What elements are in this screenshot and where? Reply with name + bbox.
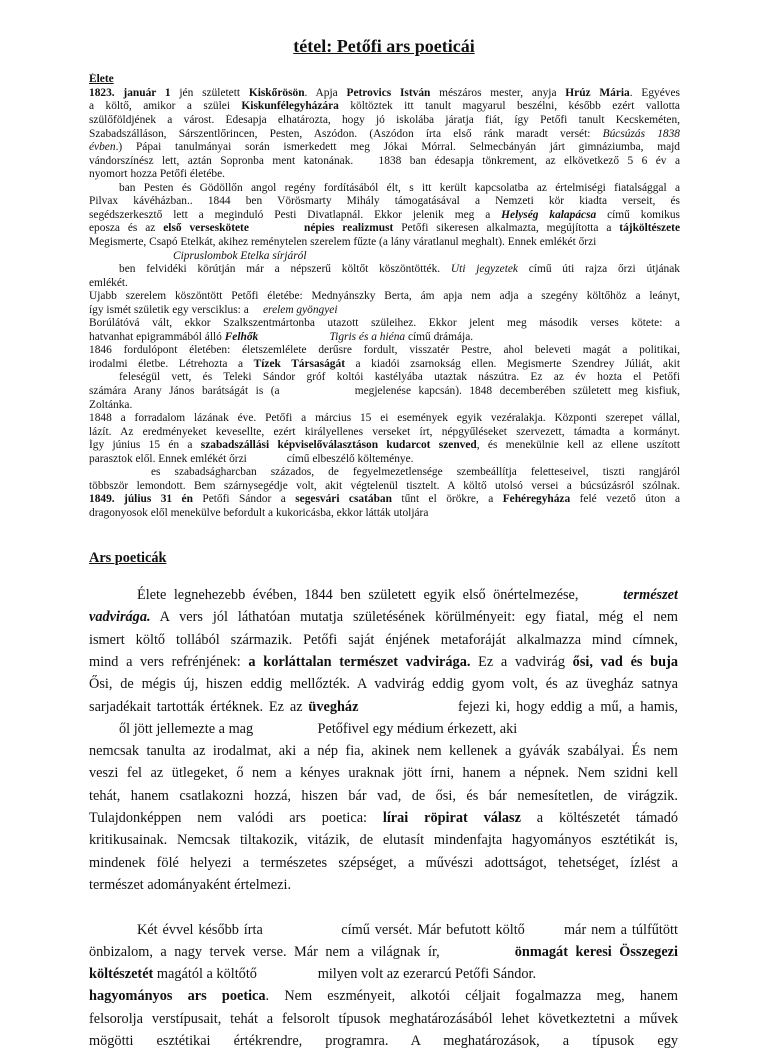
elete-text-run: a kiadói zsarnokság ellen. Megismerte Szendrey Júliát, akit <box>345 357 680 370</box>
ars-line <box>89 1009 678 1030</box>
elete-line <box>119 371 680 385</box>
ars-text-run: vadvirága. <box>89 609 151 626</box>
elete-text-run: parasztok elől. Ennek emlékét őrzi című elbeszélő költeménye. <box>89 452 414 465</box>
ars-line <box>89 674 678 695</box>
ars-text-run: nemcsak tanulta az irodalmat, aki a nép fia, akinek nem kellenek a gyávák szabályai. És nem <box>89 743 678 760</box>
ars-line <box>89 1031 678 1052</box>
elete-text-run: . <box>115 141 119 154</box>
elete-line <box>89 277 680 291</box>
elete-line <box>89 480 680 494</box>
elete-text-run: . Egyéves <box>629 86 680 99</box>
elete-text-run: Búcsúzás 1838 <box>602 127 680 140</box>
page-title: tétel: Petőfi ars poeticái <box>293 36 475 56</box>
ars-text-run: magától a költőtő milyen volt az ezerarcú Petőfi Sándor. <box>153 966 537 983</box>
elete-text-run: lázít. Az eredményeket kevesellte, ezért királyellenes verseket írt, népgyűléseket szervezett, támadta a kormányt. <box>89 425 680 438</box>
ars-line <box>89 652 678 673</box>
elete-text-run: szülőföldjének a várost. Édesapja elhatározta, hogy jó iskolába járatja fiát, így Petőfi tanult Kecskeméten, <box>89 114 680 126</box>
elete-text-run: 1846 fordulópont életében: életszemlélete derűsre fordult, visszatér Pestre, ahol beleveti magát a politikai, <box>89 344 680 357</box>
elete-line <box>89 155 680 169</box>
elete-line <box>119 263 680 277</box>
ars-text-run: mögötti esztétikai értékrendre, programra. A meghatározások, a típusok egy <box>89 1033 678 1049</box>
elete-text-run <box>249 222 304 234</box>
elete-line <box>89 344 680 358</box>
ars-line <box>119 719 678 740</box>
elete-text-run: Újabb szerelem köszöntött Petőfi életébe: Mednyánszky Berta, ám apja nem adja a szegény költőhöz a leányt, <box>89 290 680 303</box>
elete-text-run: Szabadszálláson, Sárszentlőrincen, Pesten, Aszódon. (Aszódon írta első ránk maradt versét: <box>89 127 603 140</box>
elete-text-run: 1849. július 31 én <box>89 493 193 506</box>
ars-text-run: üvegház <box>308 698 359 715</box>
elete-text-run: ben felvidéki körútján már a népszerű költőt köszöntötték. <box>119 263 451 276</box>
ars-line <box>89 986 678 1007</box>
elete-line <box>89 222 680 236</box>
elete-text-run: Cipruslombok Etelka sírjáról <box>173 249 307 262</box>
ars-text-run: önbizalom, a nagy tervek verse. Már nem a világnak ír, <box>89 943 515 960</box>
elete-line <box>89 141 680 155</box>
ars-text-run: ismert költő tollából származik. Petőfi saját énjének metaforáját alkalmazza mind címnek, <box>89 631 678 648</box>
ars-text-run: Élete legnehezebb évében, 1844 ben született egyik első önértelmezése, <box>137 587 624 603</box>
ars-line <box>89 964 678 985</box>
elete-text-run: Kiskőrösön <box>248 86 305 99</box>
elete-text-run: dragonyosok elől menekülve befordult a kukoricásba, ekkor látták utoljára <box>89 506 429 519</box>
ars-text-run: mindenek fölé helyezi a természetes szépséget, a művészi adottságot, tehetséget, ízlést a <box>89 854 678 871</box>
ars-text-run: ől jött jellemezte a mag Petőfivel egy médium érkezett, aki <box>119 720 518 737</box>
ars-line <box>89 830 678 851</box>
ars-text-run: önmagát keresi Összegezi <box>514 943 678 960</box>
elete-text-run: segesvári csatában <box>295 493 392 506</box>
ars-text-run: lírai röpirat válasz <box>382 810 521 826</box>
elete-text-run: ban Pesten és Gödöllőn angol regény fordításából élt, s itt került kapcsolatba az értelmiségi fiatalsággal a <box>119 181 680 194</box>
elete-text-run: című drámája. <box>405 330 474 343</box>
elete-text-run: Zoltánka. <box>89 398 133 411</box>
ars-text-run: Két évvel később írta című versét. Már befutott költő már nem a túlfűtött <box>137 921 678 938</box>
elete-text-run: Hrúz Mária <box>565 86 630 99</box>
elete-line <box>89 399 680 413</box>
elete-text-run: című komikus <box>596 208 680 221</box>
elete-line <box>89 453 680 467</box>
elete-text-run: Kiskunfélegyházára <box>241 100 339 113</box>
elete-line <box>89 358 680 372</box>
elete-text-run: népies realizmust <box>304 222 394 235</box>
elete-text-run: felé vezető úton a <box>570 493 680 506</box>
ars-text-run: ősi, vad és buja <box>572 653 678 670</box>
ars-text-run: hagyományos ars poetica <box>89 988 266 1005</box>
elete-text-run: Petőfi Sándor a <box>192 493 296 506</box>
ars-text-run: a költészetét támadó <box>520 810 678 826</box>
elete-line <box>89 317 680 331</box>
ars-text-run: természet <box>623 587 678 603</box>
elete-line <box>151 466 680 480</box>
ars-line <box>89 786 678 807</box>
ars-line <box>89 808 678 829</box>
ars-text-run: tehát, hanem csatlakozni hozzá, hiszen bár vad, de ősi, és bár nemesítetlen, de virágzik. <box>89 787 678 804</box>
ars-text-run: sarjadékait tartották értéknek. Ez az <box>89 698 309 715</box>
ars-text-run: felsorolja verstípusait, tehát a felsorolt típusok meghatározásából lehet következtetni a művek <box>89 1010 678 1027</box>
ars-text-run: veszi fel az ütlegeket, ő nem a kényes uraknak jött írni, hanem a népnek. Nem szidni kell <box>89 765 678 782</box>
elete-text-run: erelem gyöngyei <box>263 303 338 316</box>
elete-line <box>119 182 680 196</box>
section-heading-ars-poeticak: Ars poeticák <box>89 550 167 566</box>
elete-text-run: segédszerkesztő lett a meginduló Pesti Divatlapnál. Ekkor jelenik meg a <box>89 208 502 221</box>
elete-text-run: Pilvax kávéházban.. 1844 ben Vörösmarty Mihály támogatásával a Nemzeti kör kiadta verseit, és <box>89 195 680 208</box>
elete-line <box>89 331 680 345</box>
ars-line <box>137 585 678 606</box>
elete-text-run: 1823. január 1 <box>89 86 171 99</box>
elete-line <box>89 236 680 250</box>
elete-line <box>89 493 680 507</box>
elete-text-run: feleségül vett, és Teleki Sándor gróf koltói kastélyába utaztak nászútra. Ez az év hozta el Petőfi <box>119 371 680 384</box>
elete-line <box>89 304 680 318</box>
elete-text-run: irodalmi életbe. Létrehozta a <box>89 357 254 370</box>
ars-text-run: költészetét <box>89 966 154 983</box>
ars-text-run: mind a vers refrénjének: <box>89 653 249 670</box>
elete-text-run: Helység kalapácsa <box>501 208 597 221</box>
elete-line <box>89 87 680 101</box>
elete-text-run: Fehéregyháza <box>502 493 571 506</box>
elete-line <box>89 385 680 399</box>
ars-text-run: Tulajdonképpen nem valódi ars poetica: <box>89 810 383 826</box>
elete-text-run: vándorszínész lett, aztán Sopronba ment katonának. 1838 ban édesapja tönkrement, az elkövetkező 5 6 év a <box>89 154 680 167</box>
ars-line <box>89 763 678 784</box>
elete-text-run: Megismerte, Csapó Etelkát, akihez reménytelen szerelem fűzte (a lány váratlanul meghalt). Ennek emlékét őrzi <box>89 235 597 248</box>
ars-text-run: fejezi ki, hogy eddig a mű, a hamis, <box>358 698 678 715</box>
elete-text-run: tájköltészete <box>619 222 680 235</box>
elete-line <box>89 439 680 453</box>
elete-text-run: a költő, amikor a szülei <box>89 100 242 113</box>
elete-text-run: nyomort hozza Petőfi életébe. <box>89 168 226 181</box>
elete-line <box>89 209 680 223</box>
ars-text-run: a korláttalan természet vadvirága. <box>248 653 471 670</box>
elete-text-run: emlékét. <box>89 276 128 289</box>
elete-line <box>89 114 680 128</box>
elete-text-run: Borúlátóvá vált, ekkor Szalkszentmártonba utazott szüleihez. Ekkor jelent meg második verses kötete: a <box>89 317 680 330</box>
elete-text-run <box>258 331 329 343</box>
ars-text-run: A vers jól láthatóan mutatja születésének körülményeit: egy fiatal, még el nem <box>150 609 678 626</box>
elete-text-run: Petrovics István <box>346 86 431 99</box>
elete-text-run: Így június 15 én a <box>89 439 201 452</box>
elete-line <box>89 290 680 304</box>
elete-text-run: számára Arany János barátságát is (a megjelenése kapcsán). 1848 decemberében született meg kisfiuk, <box>89 385 680 397</box>
ars-text-run: kritikusainak. Nemcsak tiltakozik, vitázik, de elutasít mindenfajta hagyományos esztétikát is, <box>89 832 678 849</box>
elete-text-run: es szabadságharcban százados, de fegyelmezetlensége szembeállítja feletteseivel, tiszti rangjáról <box>151 466 680 479</box>
ars-line <box>89 697 678 718</box>
elete-text-run: évben <box>89 141 116 154</box>
ars-line <box>89 942 678 963</box>
elete-line <box>89 100 680 114</box>
elete-text-run: mészáros mester, anyja <box>430 86 566 99</box>
elete-text-run: Felhők <box>224 330 259 343</box>
ars-line <box>89 741 678 762</box>
elete-text-run: Petőfi sikeresen alkalmazta, megújította a <box>393 222 620 235</box>
ars-text-run: természet adományaként értelmezi. <box>89 876 292 893</box>
elete-text-run: szabadszállási képviselőválasztáson kudarcot szenved <box>200 439 477 452</box>
elete-text-run: című úti rajza őrzi útjának <box>517 263 680 276</box>
ars-text-run: Ősi, de mégis új, hiszen eddig mellőzték. A vadvirág eddig gyom volt, és az üvegház satnya <box>89 676 678 693</box>
elete-text-run: tűnt el örökre, a <box>391 493 503 506</box>
ars-line <box>89 875 678 896</box>
elete-line <box>89 168 680 182</box>
ars-text-run: Ez a vadvirág <box>470 653 573 670</box>
elete-text-run: első verseskötete <box>163 222 249 235</box>
section-heading-elete: Élete <box>89 73 114 85</box>
ars-line <box>89 853 678 874</box>
elete-text-run: 1848 a forradalom lázának éve. Petőfi a március 15 ei események egyik vezéralakja. Központi szerepet vállal, <box>89 412 680 425</box>
elete-text-run: eposza és az <box>89 222 164 235</box>
elete-text-run: ) Pápai tanulmányai során ismerkedett meg Jókai Mórral. Selmecbányán járt gimnáziumba, majd <box>118 141 680 154</box>
elete-text-run: költöztek itt tanult magyarul beszélni, később ezért vallotta <box>338 100 680 113</box>
elete-text-run: jén született <box>170 86 249 99</box>
elete-text-run: Úti jegyzetek <box>450 263 518 276</box>
elete-text-run: . Apja <box>304 86 347 99</box>
ars-text-run: . Nem eszményeit, alkotói céljait fogalmazza meg, hanem <box>265 988 678 1005</box>
elete-line <box>89 412 680 426</box>
elete-text-run: többször lemondott. Bem szárnysegédje volt, akit végtelenül tisztelt. A költő utolsó versei a búcsúzásról szólnak. <box>89 479 680 492</box>
elete-text-run: , és menekülnie kell az ellene uszított <box>476 439 680 452</box>
elete-line <box>89 426 680 440</box>
elete-line <box>89 195 680 209</box>
elete-text-run: hatvanhat epigrammából álló <box>89 330 225 343</box>
elete-line <box>173 250 680 264</box>
ars-line <box>89 897 678 918</box>
ars-line <box>89 607 678 628</box>
ars-line <box>89 630 678 651</box>
elete-text-run: így ismét születik egy versciklus: a <box>89 303 263 316</box>
elete-line <box>89 507 680 521</box>
elete-text-run: Tízek Társaságát <box>253 357 345 370</box>
elete-text-run: Tigris és a hiéna <box>329 330 406 343</box>
elete-line <box>89 128 680 142</box>
ars-line <box>137 920 678 941</box>
